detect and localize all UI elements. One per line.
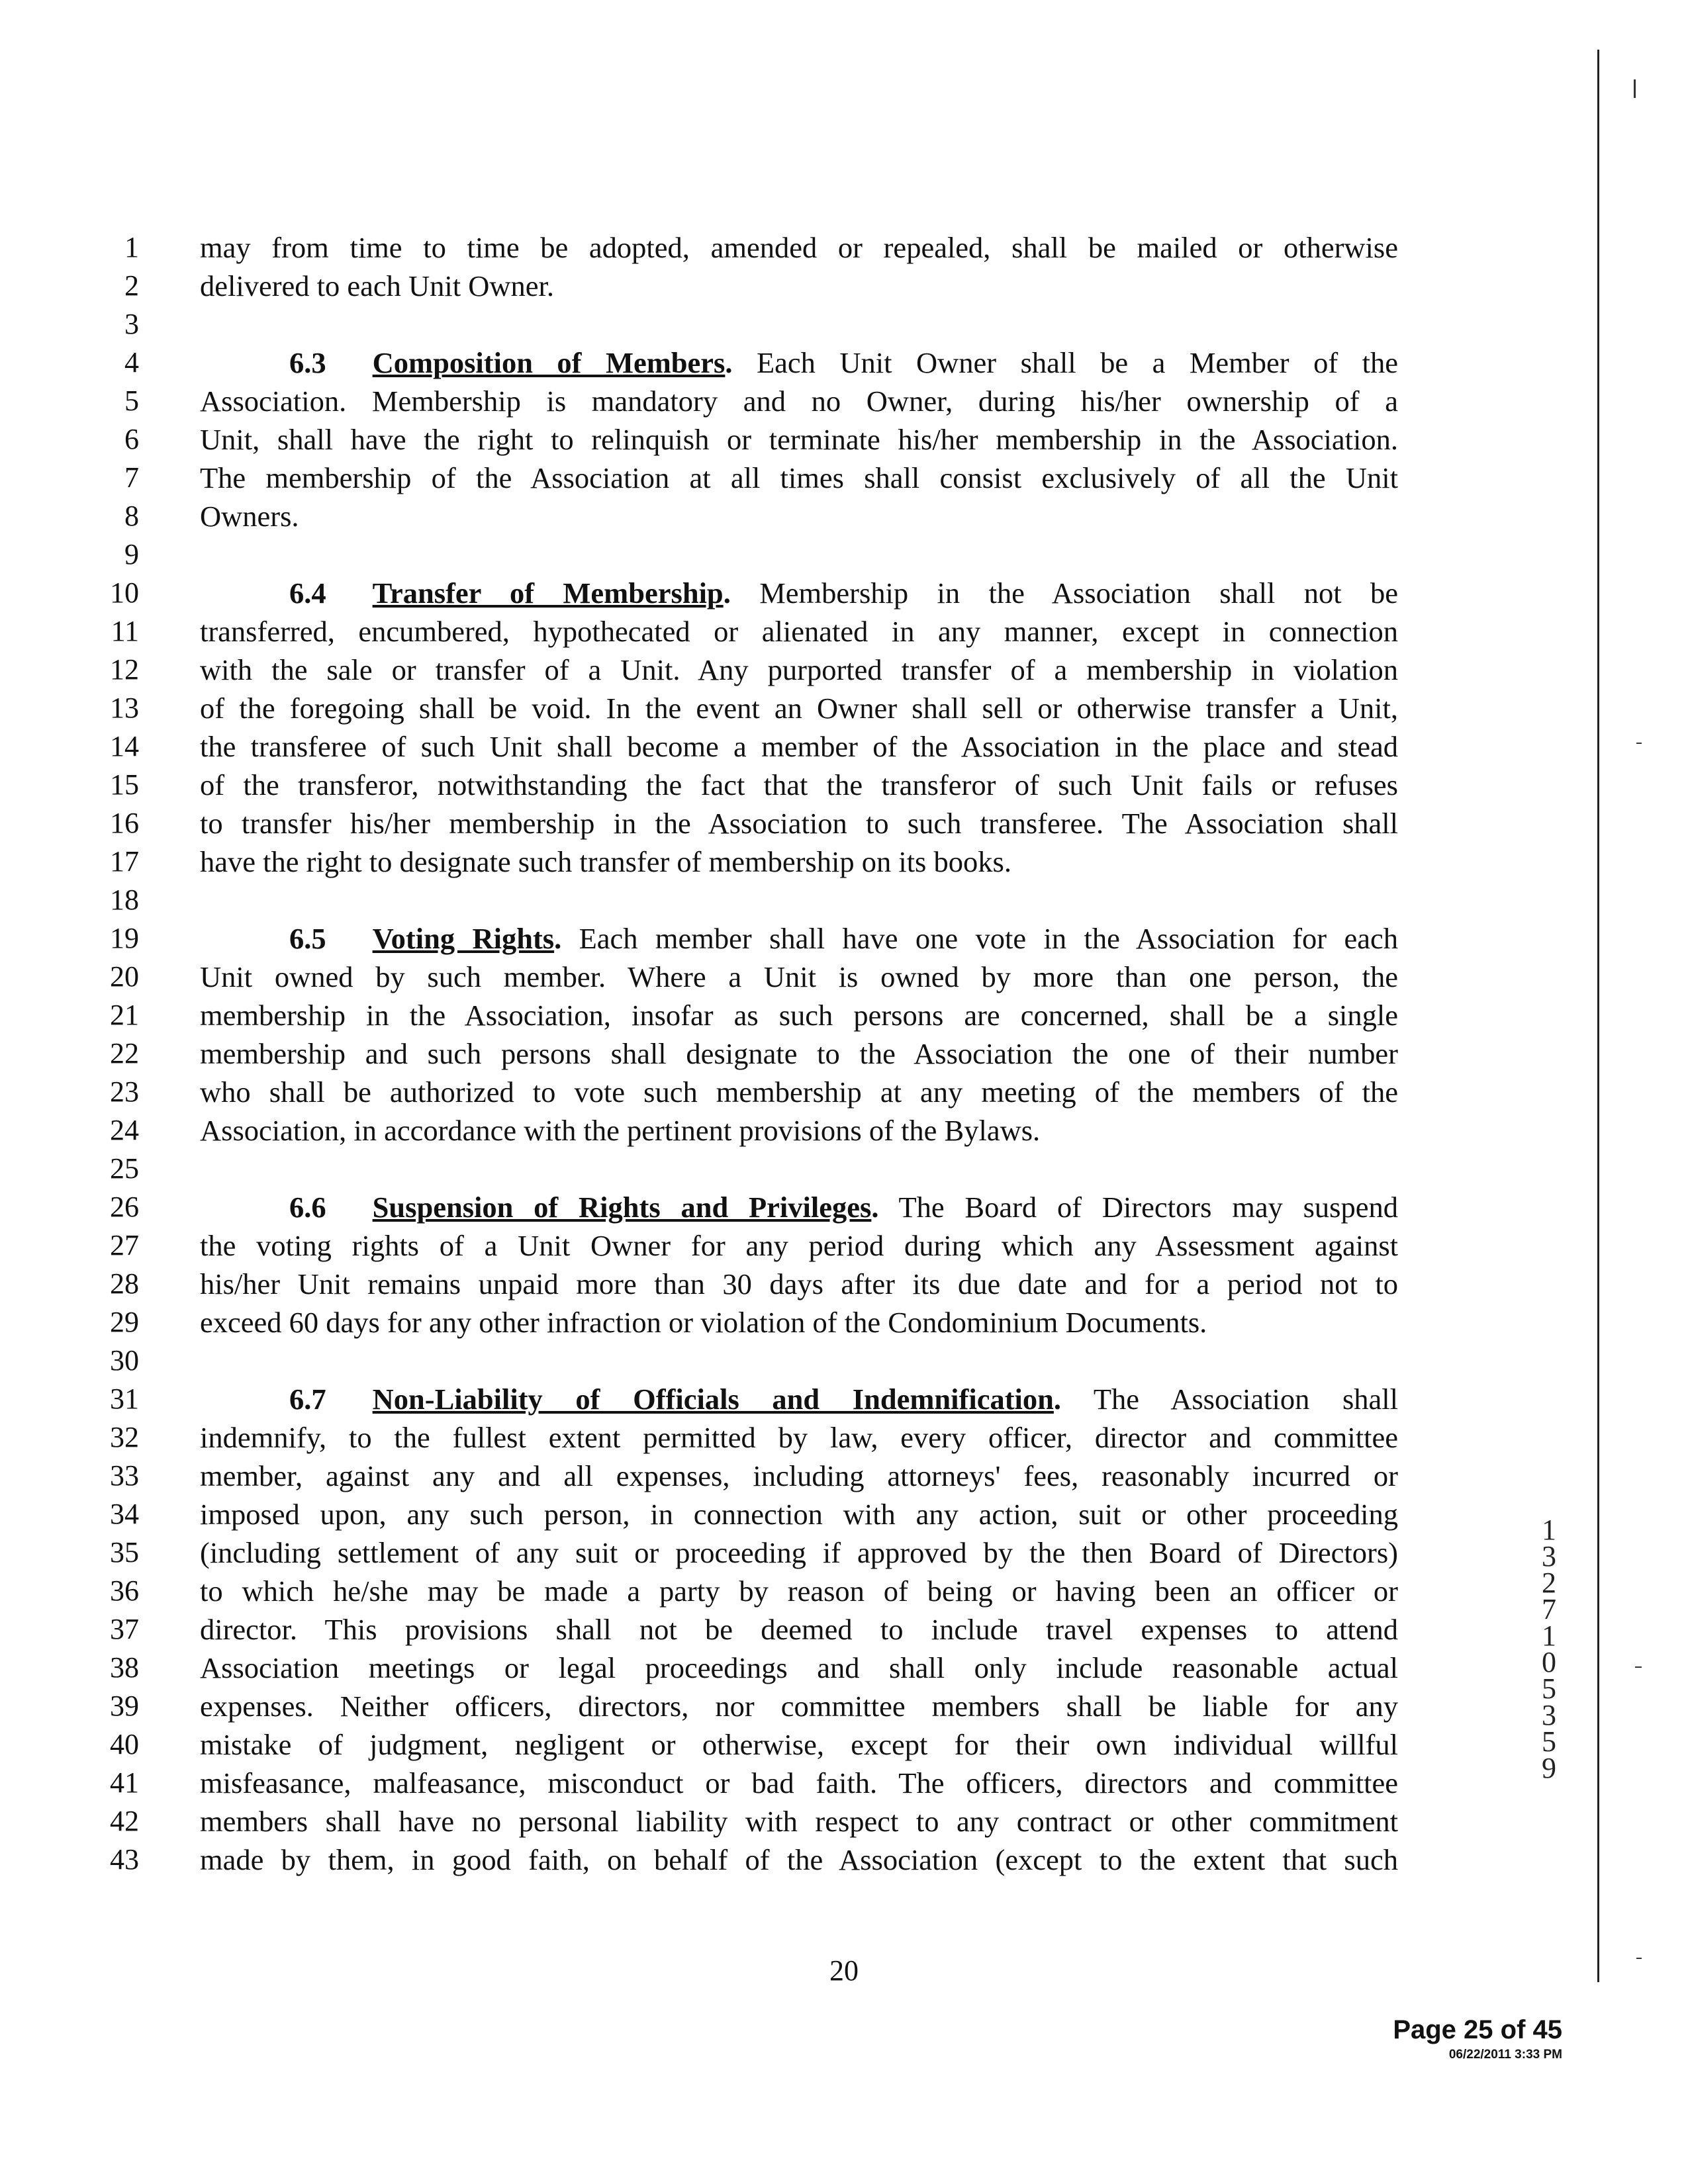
section-6-3: 6.3 Composition of Members. Each Unit Owner shall be a Member of the <box>289 346 1398 379</box>
text-line-35: (including settlement of any suit or proceeding if approved by the then Board of Directors) <box>200 1536 1398 1569</box>
line-number: 42 <box>110 1805 139 1837</box>
line-number: 35 <box>110 1536 139 1569</box>
line-number: 19 <box>110 922 139 954</box>
line-number: 16 <box>110 807 139 839</box>
section-6-6-number: 6.6 <box>289 1191 326 1224</box>
line-number: 17 <box>110 845 139 878</box>
line-number: 26 <box>110 1191 139 1223</box>
line-number: 38 <box>110 1651 139 1684</box>
line-number: 2 <box>124 269 139 302</box>
footer-timestamp: 06/22/2011 3:33 PM <box>1448 2048 1562 2062</box>
section-6-4-number: 6.4 <box>289 576 326 610</box>
line-number: 31 <box>110 1383 139 1415</box>
line-number: 36 <box>110 1574 139 1607</box>
line-number: 43 <box>110 1843 139 1876</box>
line-number: 7 <box>124 461 139 494</box>
section-6-3-number: 6.3 <box>289 346 326 379</box>
section-6-6: 6.6 Suspension of Rights and Privileges. The Board of Directors may suspend <box>289 1191 1398 1224</box>
line-number: 5 <box>124 385 139 417</box>
text-line-14: the transferee of such Unit shall become a member of the Association in the place and stead <box>200 730 1398 763</box>
line-number: 6 <box>124 423 139 455</box>
text-line-32: indemnify, to the fullest extent permitted by law, every officer, director and committee <box>200 1421 1398 1454</box>
line-number: 15 <box>110 768 139 801</box>
text-line-27: the voting rights of a Unit Owner for any period during which any Assessment against <box>200 1229 1398 1262</box>
line-number: 3 <box>124 308 139 340</box>
scan-mark <box>1636 1958 1642 1959</box>
section-6-5-heading: Voting Rights <box>372 922 555 955</box>
text-line-33: member, against any and all expenses, including attorneys' fees, reasonably incurred or <box>200 1459 1398 1492</box>
section-6-7-text: The Association shall <box>1061 1383 1398 1416</box>
line-number: 29 <box>110 1306 139 1338</box>
text-line-11: transferred, encumbered, hypothecated or alienated in any manner, except in connection <box>200 615 1398 648</box>
text-line-34: imposed upon, any such person, in connection with any action, suit or other proceeding <box>200 1498 1398 1531</box>
line-number: 30 <box>110 1344 139 1377</box>
scan-mark <box>1635 1666 1642 1668</box>
text-line-8: Owners. <box>200 500 299 533</box>
text-line-5: Association. Membership is mandatory and no Owner, during his/her ownership of a <box>200 385 1398 418</box>
line-number: 14 <box>110 730 139 762</box>
line-number: 12 <box>110 653 139 686</box>
section-6-5-text: Each member shall have one vote in the Association for each <box>561 922 1398 955</box>
section-6-4-heading: Transfer of Membership <box>372 576 724 610</box>
section-6-7-number: 6.7 <box>289 1383 326 1416</box>
section-6-3-text: Each Unit Owner shall be a Member of the <box>732 346 1398 379</box>
text-line-21: membership in the Association, insofar as such persons are concerned, shall be a single <box>200 999 1398 1032</box>
line-number: 37 <box>110 1613 139 1645</box>
text-line-6: Unit, shall have the right to relinquish or terminate his/her membership in the Association. <box>200 423 1398 456</box>
text-line-38: Association meetings or legal proceedings and shall only include reasonable actual <box>200 1651 1398 1684</box>
line-number: 41 <box>110 1766 139 1799</box>
text-line-24: Association, in accordance with the pertinent provisions of the Bylaws. <box>200 1114 1041 1147</box>
line-number: 9 <box>124 538 139 570</box>
text-line-12: with the sale or transfer of a Unit. Any purported transfer of a membership in violation <box>200 653 1398 686</box>
text-line-20: Unit owned by such member. Where a Unit is owned by more than one person, the <box>200 960 1398 993</box>
page-number: 20 <box>829 1954 859 1987</box>
section-6-3-heading: Composition of Members <box>372 346 726 379</box>
margin-rule <box>1597 50 1599 1982</box>
text-line-16: to transfer his/her membership in the Association to such transferee. The Association shall <box>200 807 1398 840</box>
scan-mark <box>1634 79 1636 98</box>
recording-stamp: 1 3 2 7 1 0 5 3 5 9 <box>1542 1514 1556 1784</box>
section-6-6-heading: Suspension of Rights and Privileges <box>372 1191 872 1224</box>
section-6-5-number: 6.5 <box>289 922 326 955</box>
line-number: 8 <box>124 500 139 532</box>
line-number: 24 <box>110 1114 139 1146</box>
text-line-37: director. This provisions shall not be deemed to include travel expenses to attend <box>200 1613 1398 1646</box>
line-number: 40 <box>110 1728 139 1760</box>
section-6-4-text: Membership in the Association shall not be <box>730 576 1398 610</box>
section-6-5: 6.5 Voting Rights. Each member shall have one vote in the Association for each <box>289 922 1398 955</box>
text-line-36: to which he/she may be made a party by reason of being or having been an officer or <box>200 1574 1398 1608</box>
text-line-17: have the right to designate such transfer of membership on its books. <box>200 845 1011 878</box>
text-line-40: mistake of judgment, negligent or otherwise, except for their own individual willful <box>200 1728 1398 1761</box>
text-line-2: delivered to each Unit Owner. <box>200 269 555 302</box>
line-number: 10 <box>110 576 139 609</box>
line-number: 32 <box>110 1421 139 1453</box>
text-line-1: may from time to time be adopted, amended or repealed, shall be mailed or otherwise <box>200 231 1398 264</box>
section-6-6-text: The Board of Directors may suspend <box>878 1191 1398 1224</box>
text-line-13: of the foregoing shall be void. In the event an Owner shall sell or otherwise transfer a Unit, <box>200 692 1398 725</box>
text-line-22: membership and such persons shall designate to the Association the one of their number <box>200 1037 1398 1070</box>
line-number: 28 <box>110 1267 139 1300</box>
line-number: 27 <box>110 1229 139 1261</box>
text-line-29: exceed 60 days for any other infraction or violation of the Condominium Documents. <box>200 1306 1207 1339</box>
text-line-41: misfeasance, malfeasance, misconduct or bad faith. The officers, directors and committee <box>200 1766 1398 1799</box>
text-line-39: expenses. Neither officers, directors, nor committee members shall be liable for any <box>200 1690 1398 1723</box>
line-number: 33 <box>110 1459 139 1492</box>
scan-mark <box>1636 743 1642 744</box>
section-6-4: 6.4 Transfer of Membership. Membership in the Association shall not be <box>289 576 1398 610</box>
line-number: 39 <box>110 1690 139 1722</box>
section-6-7: 6.7 Non-Liability of Officials and Indemnification. The Association shall <box>289 1383 1398 1416</box>
text-line-7: The membership of the Association at all times shall consist exclusively of all the Unit <box>200 461 1398 494</box>
line-number: 25 <box>110 1152 139 1185</box>
line-number: 21 <box>110 999 139 1031</box>
text-line-23: who shall be authorized to vote such membership at any meeting of the members of the <box>200 1075 1398 1109</box>
line-number: 23 <box>110 1075 139 1108</box>
text-line-43: made by them, in good faith, on behalf of the Association (except to the extent that such <box>200 1843 1398 1876</box>
line-number: 18 <box>110 884 139 916</box>
footer-page-count: Page 25 of 45 <box>1393 2015 1562 2044</box>
line-number: 13 <box>110 692 139 724</box>
line-number: 1 <box>124 231 139 263</box>
text-line-15: of the transferor, notwithstanding the fact that the transferor of such Unit fails or refuses <box>200 768 1398 801</box>
line-number: 11 <box>111 615 139 647</box>
line-number: 20 <box>110 960 139 993</box>
line-number: 34 <box>110 1498 139 1530</box>
text-line-28: his/her Unit remains unpaid more than 30 days after its due date and for a period not to <box>200 1267 1398 1300</box>
section-6-7-heading: Non-Liability of Officials and Indemnification <box>372 1383 1054 1416</box>
line-number: 4 <box>124 346 139 379</box>
line-number: 22 <box>110 1037 139 1069</box>
text-line-42: members shall have no personal liability with respect to any contract or other commitment <box>200 1805 1398 1838</box>
